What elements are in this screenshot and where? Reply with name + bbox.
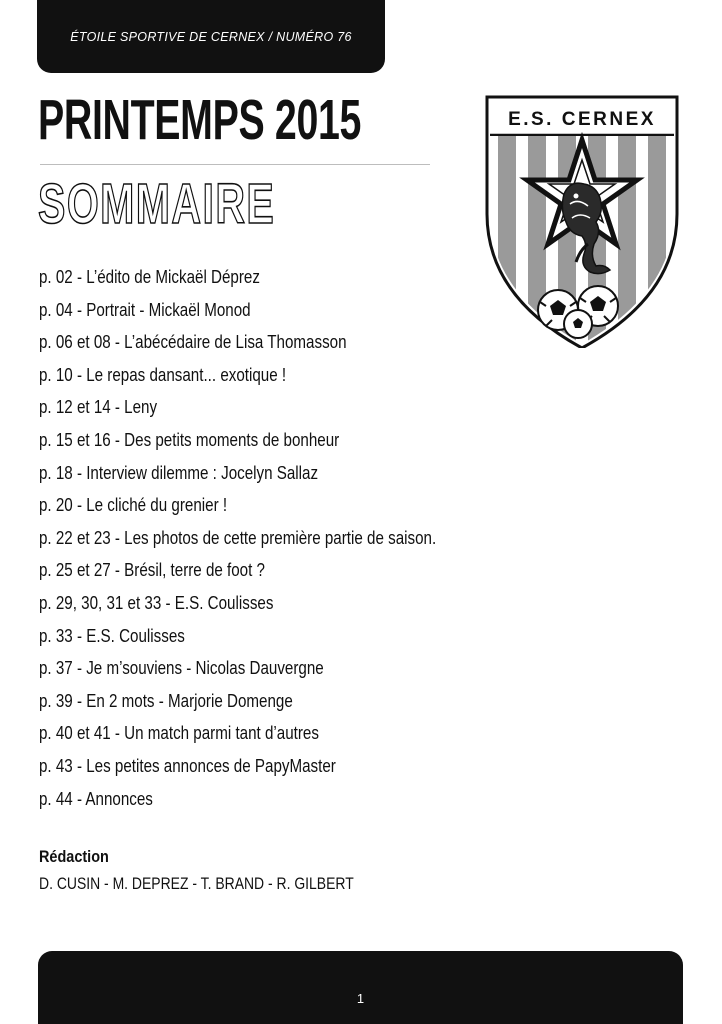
toc-item: p. 20 - Le cliché du grenier !	[39, 494, 228, 516]
table-of-contents	[39, 261, 523, 815]
toc-item: p. 29, 30, 31 et 33 - E.S. Coulisses	[39, 591, 274, 613]
issue-title: PRINTEMPS 2015	[38, 88, 362, 152]
crest-name: E.S. CERNEX	[508, 109, 656, 130]
toc-item: p. 22 et 23 - Les photos de cette première partie de saison.	[39, 526, 437, 548]
toc-item: p. 06 et 08 - L’abécédaire de Lisa Thomasson	[39, 331, 347, 353]
toc-item: p. 25 et 27 - Brésil, terre de foot ?	[39, 559, 265, 581]
toc-item: p. 40 et 41 - Un match parmi tant d’autres	[39, 722, 319, 744]
toc-item: p. 18 - Interview dilemme : Jocelyn Sallaz	[39, 461, 319, 483]
publication-header-text: ÉTOILE SPORTIVE DE CERNEX / NUMÉRO 76	[70, 29, 352, 44]
redaction-label: Rédaction	[39, 847, 109, 866]
toc-item: p. 12 et 14 - Leny	[39, 396, 158, 418]
page-number: 1	[356, 991, 365, 1006]
toc-item: p. 43 - Les petites annonces de PapyMaster	[39, 754, 336, 776]
sommaire-heading: SOMMAIRE	[38, 172, 276, 236]
toc-item: p. 02 - L’édito de Mickaël Déprez	[39, 266, 260, 287]
toc-item: p. 33 - E.S. Coulisses	[39, 624, 185, 646]
redaction-names: D. CUSIN - M. DEPREZ - T. BRAND - R. GILBERT	[39, 874, 354, 893]
toc-item: p. 44 - Annonces	[39, 787, 153, 809]
toc-item: p. 04 - Portrait - Mickaël Monod	[39, 298, 251, 320]
publication-header-tab	[37, 0, 385, 73]
title-divider	[40, 164, 430, 165]
footer-bar	[38, 951, 683, 1024]
toc-item: p. 15 et 16 - Des petits moments de bonheur	[39, 428, 340, 450]
toc-item: p. 39 - En 2 mots - Marjorie Domenge	[39, 689, 293, 711]
toc-item: p. 37 - Je m’souviens - Nicolas Dauvergne	[39, 657, 324, 679]
toc-item: p. 10 - Le repas dansant... exotique !	[39, 363, 287, 385]
